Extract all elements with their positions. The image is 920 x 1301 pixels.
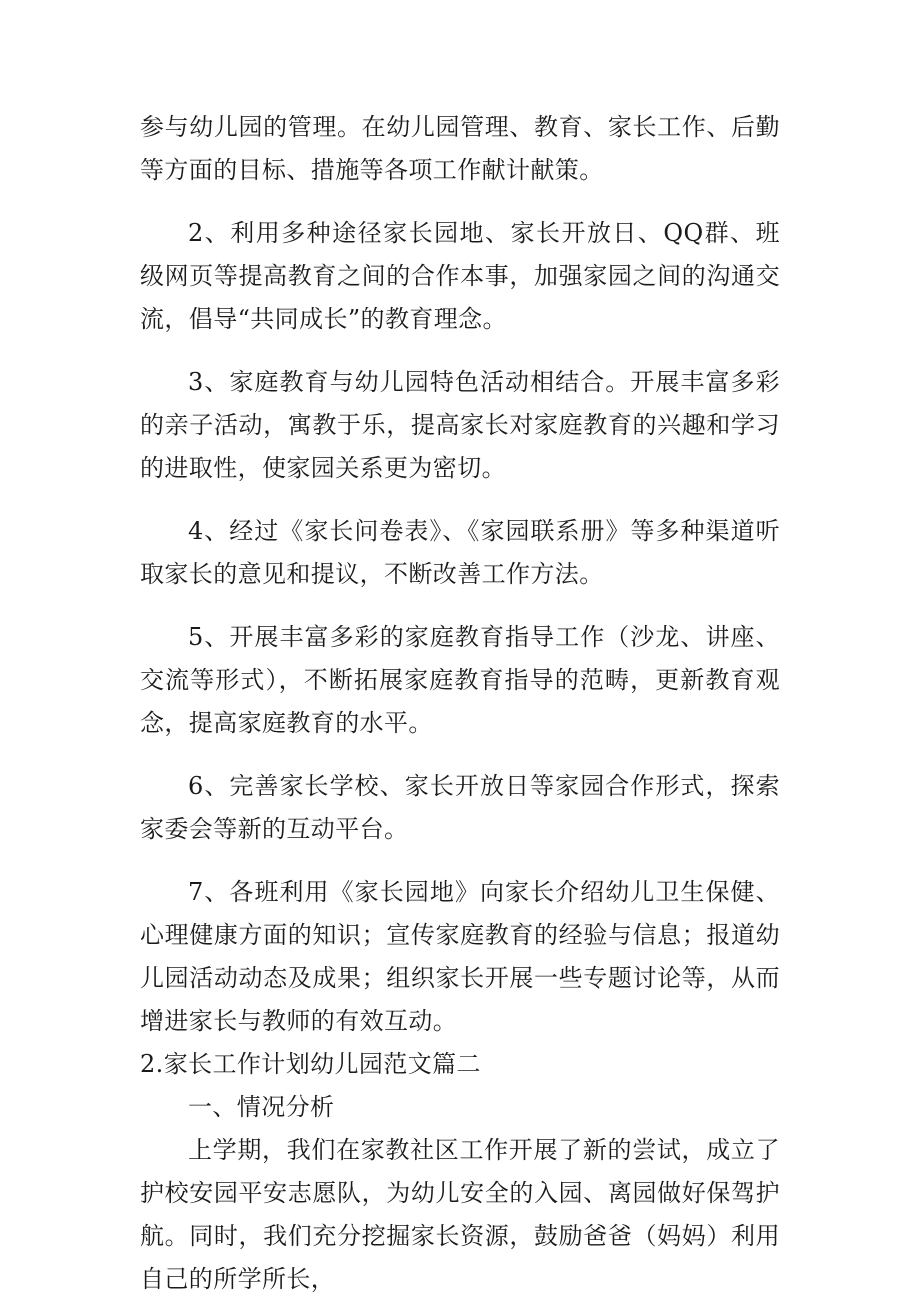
document-body xyxy=(140,106,780,1301)
subsection-title: 一、情况分析 xyxy=(188,1093,335,1121)
paragraph-item-5: 5、开展丰富多彩的家庭教育指导工作（沙龙、讲座、交流等形式），不断拓展家庭教育指导的范畴，更新教育观念，提高家庭教育的水平。 xyxy=(140,623,780,737)
paragraph-intro: 上学期，我们在家教社区工作开展了新的尝试，成立了护校安园平安志愿队，为幼儿安全的入园、离园做好保驾护航。同时，我们充分挖掘家长资源，鼓励爸爸（妈妈）利用自己的所学所长， xyxy=(140,1136,780,1293)
paragraph-item-2: 2、利用多种途径家长园地、家长开放日、QQ群、班级网页等提高教育之间的合作本事，加强家园之间的沟通交流，倡导“共同成长”的教育理念。 xyxy=(140,219,780,333)
section-title: 2.家长工作计划幼儿园范文篇二 xyxy=(140,1050,481,1078)
paragraph-item-6: 6、完善家长学校、家长开放日等家园合作形式，探索家委会等新的互动平台。 xyxy=(140,772,780,843)
paragraph-continuation: 参与幼儿园的管理。在幼儿园管理、教育、家长工作、后勤等方面的目标、措施等各项工作献计献策。 xyxy=(140,113,780,184)
paragraph-item-4: 4、经过《家长问卷表》、《家园联系册》等多种渠道听取家长的意见和提议，不断改善工作方法。 xyxy=(140,517,780,588)
paragraph-item-7: 7、各班利用《家长园地》向家长介绍幼儿卫生保健、心理健康方面的知识；宣传家庭教育的经验与信息；报道幼儿园活动动态及成果；组织家长开展一些专题讨论等，从而增进家长与教师的有效互动。 xyxy=(140,878,780,1035)
paragraph-item-3: 3、家庭教育与幼儿园特色活动相结合。开展丰富多彩的亲子活动，寓教于乐，提高家长对家庭教育的兴趣和学习的进取性，使家园关系更为密切。 xyxy=(140,368,780,482)
